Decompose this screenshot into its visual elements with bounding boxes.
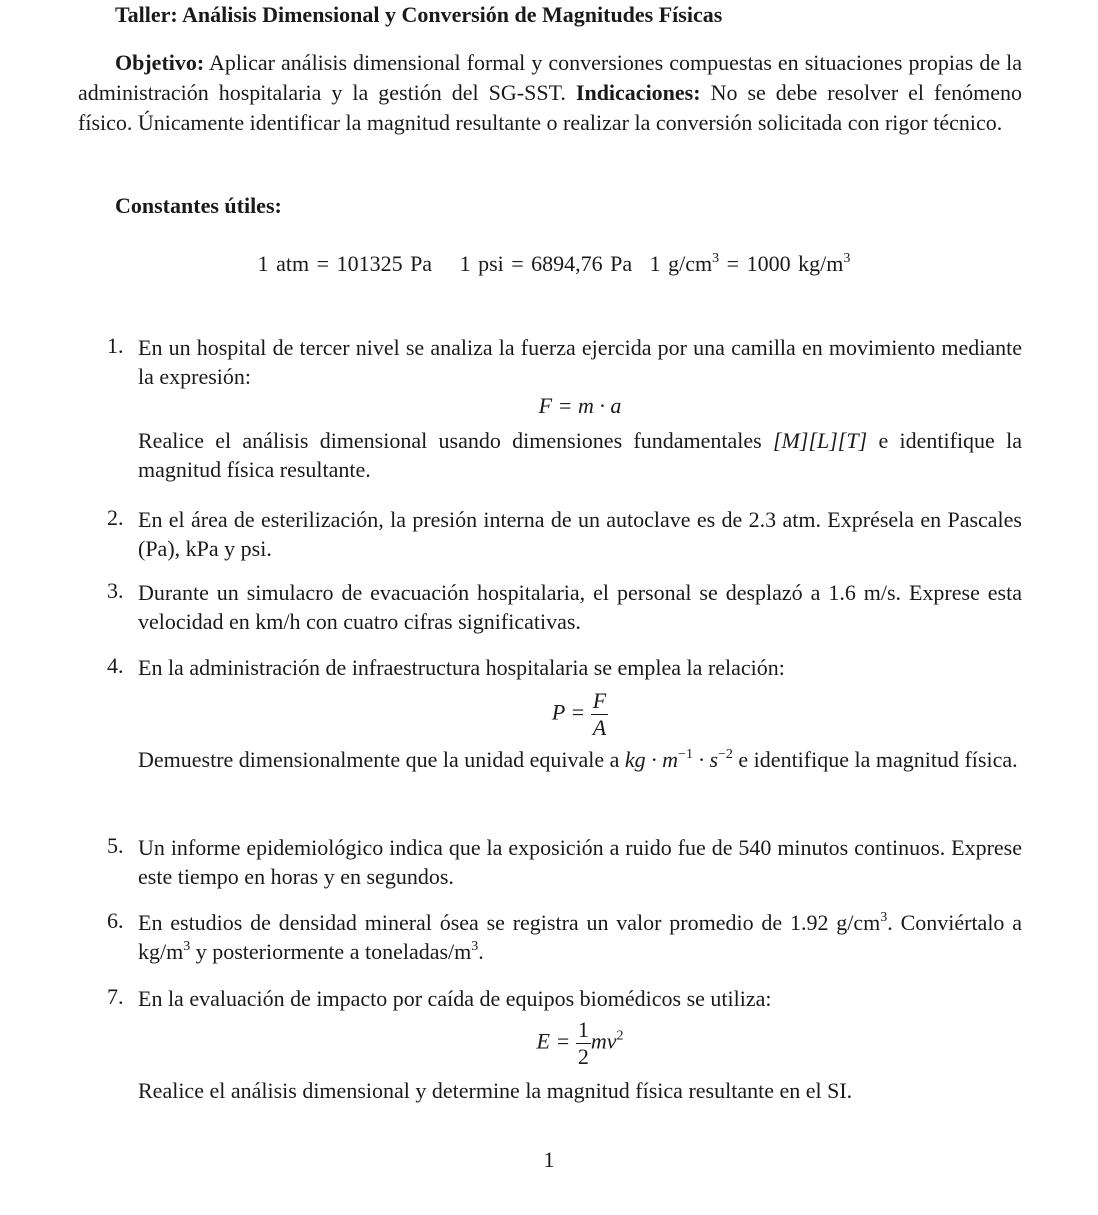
objective-paragraph [78, 48, 1022, 138]
document-title: Taller: Análisis Dimensional y Conversión de Magnitudes Físicas [115, 2, 723, 27]
constant-density: 1 $g/cm^3 = 1000$ $kg/m^3$ [649, 251, 851, 276]
question-5: 5. Un informe epidemiológico indica que la exposición a ruido fue de 540 minutos continuos. Exprese este tiempo en horas y en segundos. [107, 833, 1022, 889]
objective-text: Aplicar análisis dimensional formal y conversiones compuestas en situaciones propias de la administración hospitalaria y la gestión del SG-SST. [78, 50, 1022, 105]
objective-label: Objetivo: [115, 50, 205, 75]
constant-psi: 1 psi = 6894,76 Pa [459, 251, 633, 276]
question-4: 4. En la administración de infraestructura hospitalaria se emplea la relación: P = $\frac{F}{A}$ Demuestre dimensionalmente que la unidad equivale a kg · $m^{-1} \cdot s^{-2}$ e identifique la magnitud física. [107, 653, 1022, 774]
constants-line [0, 251, 1098, 277]
question-1: 1. En un hospital de tercer nivel se analiza la fuerza ejercida por una camilla en movimiento mediante la expresión: F = m · a Realice el análisis dimensional usando dimensiones fundamentales [M][L][T] e identifique la magnitud física resultante. [107, 333, 1022, 482]
question-text: En un hospital de tercer nivel se analiza la fuerza ejercida por una camilla en movimiento mediante la expresión: [138, 335, 1022, 389]
formula: F = m · a [538, 393, 622, 418]
question-6: 6. En estudios de densidad mineral ósea se registra un valor promedio de 1.92 $g/cm^3$. Conviértalo a $kg/m^3$ y posteriormente a toneladas/$m^3$. [107, 908, 1022, 964]
question-text: En la administración de infraestructura hospitalaria se emplea la relación: [138, 655, 785, 680]
formula: E = $\frac{1}{2}$ $mv^2$ [536, 1017, 624, 1069]
page-number: 1 [543, 1147, 555, 1172]
question-3: 3. Durante un simulacro de evacuación hospitalaria, el personal se desplazó a 1.6 m/s. Exprese esta velocidad en km/h con cuatro cifras significativas. [107, 578, 1022, 634]
question-7: 7. En la evaluación de impacto por caída de equipos biomédicos se utiliza: E = $\frac{1}{2}$ $mv^2$ Realice el análisis dimensional y determine la magnitud física resultante en el SI. [107, 984, 1022, 1105]
question-instruction: Realice el análisis dimensional usando dimensiones fundamentales [M][L][T] e identifique la magnitud física resultante. [138, 428, 1022, 482]
question-instruction: Demuestre dimensionalmente que la unidad equivale a kg · $m^{-1} \cdot s^{-2}$ e identifique la magnitud física. [138, 747, 1018, 772]
indications-label: Indicaciones: [575, 80, 701, 105]
constants-heading: Constantes útiles: [115, 193, 282, 218]
indications-text: No se debe resolver el fenómeno físico. Únicamente identificar la magnitud resultante o realizar la conversión solicitada con rigor técnico. [78, 80, 1023, 135]
question-text: Durante un simulacro de evacuación hospitalaria, el personal se desplazó a 1.6 m/s. Exprese esta velocidad en km/h con cuatro cifras significativas. [138, 580, 1022, 634]
question-text: Un informe epidemiológico indica que la exposición a ruido fue de 540 minutos continuos. Exprese este tiempo en horas y en segundos. [138, 835, 1022, 889]
constant-atm: 1 atm = 101325 Pa [257, 251, 433, 276]
question-text: En el área de esterilización, la presión interna de un autoclave es de 2.3 atm. Exprésela en Pascales (Pa), kPa y psi. [138, 507, 1022, 561]
question-text: En estudios de densidad mineral ósea se registra un valor promedio de 1.92 $g/cm^3$. Conviértalo a $kg/m^3$ y posteriormente a toneladas/$m^3$. [138, 910, 1022, 964]
question-text: En la evaluación de impacto por caída de equipos biomédicos se utiliza: [138, 986, 772, 1011]
question-instruction: Realice el análisis dimensional y determine la magnitud física resultante en el SI. [138, 1078, 853, 1103]
formula: P = $\frac{F}{A}$ [551, 688, 607, 740]
question-2: 2. En el área de esterilización, la presión interna de un autoclave es de 2.3 atm. Exprésela en Pascales (Pa), kPa y psi. [107, 505, 1022, 561]
